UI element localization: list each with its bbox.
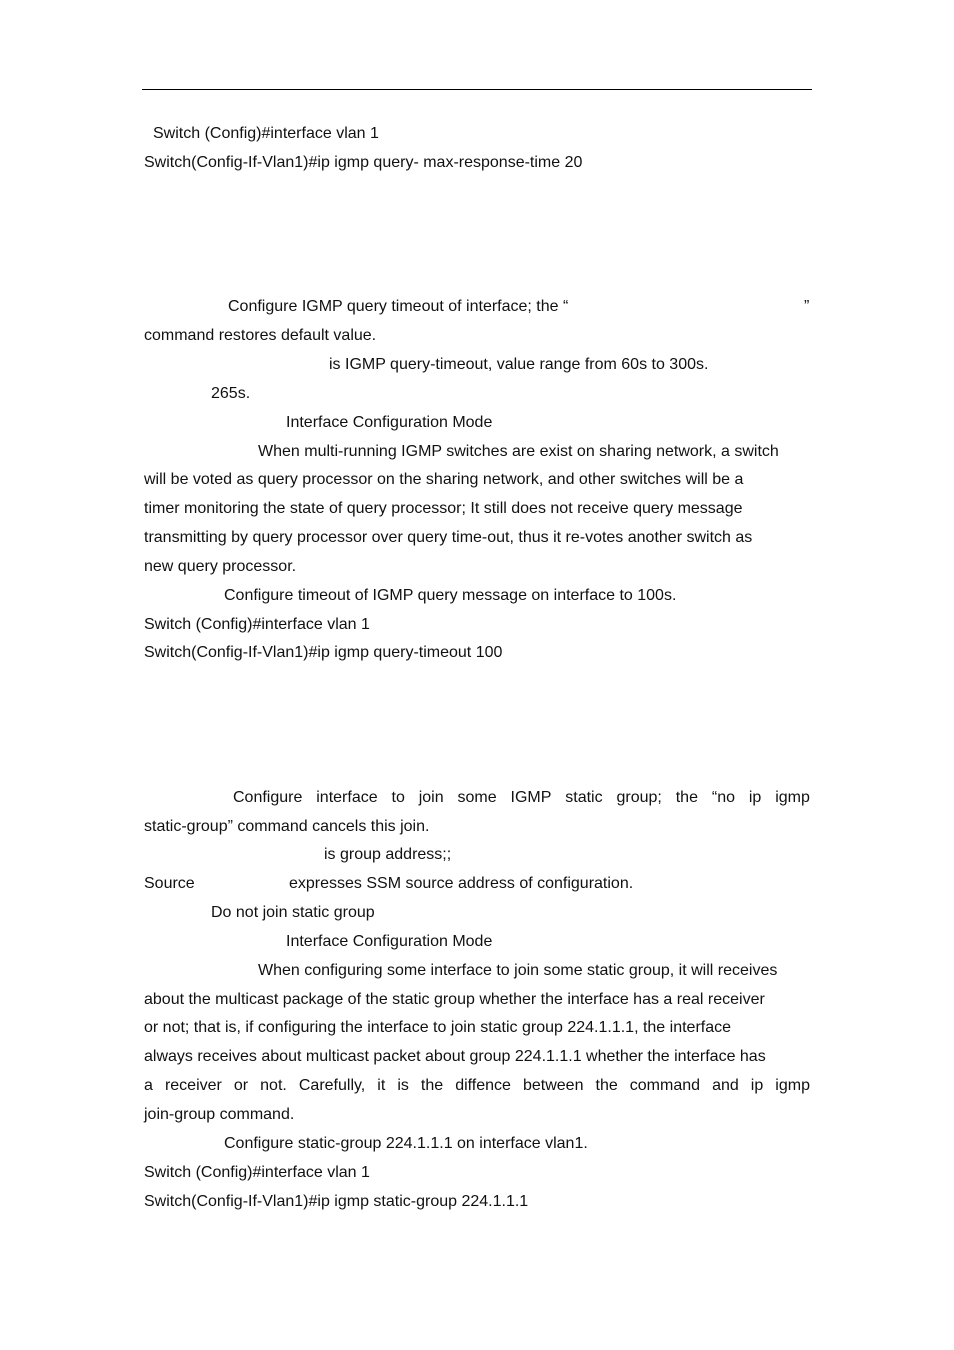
s3-fw-9: “no xyxy=(711,789,735,806)
s3-uw-6: is xyxy=(397,1077,409,1094)
s3-uw-4: Carefully, xyxy=(298,1077,366,1094)
s2-function-line2: command restores default value. xyxy=(144,327,377,344)
s3-fw-6: static xyxy=(565,789,603,806)
s2-default: 265s. xyxy=(211,385,251,402)
s3-uw-2: or xyxy=(233,1077,249,1094)
s3-usage-line4: always receives about multicast packet about group 224.1.1.1 whether the interface has xyxy=(144,1048,766,1065)
s3-fw-1: interface xyxy=(316,789,378,806)
s2-function-line1-end: ” xyxy=(804,298,810,315)
s2-parameter: is IGMP query-timeout, value range from 60s to 300s. xyxy=(329,356,709,373)
s2-usage-line2: will be voted as query processor on the sharing network, and other switches will be a xyxy=(144,471,744,488)
s3-uw-3: not. xyxy=(260,1077,287,1094)
s3-uw-9: between xyxy=(522,1077,584,1094)
s3-mode: Interface Configuration Mode xyxy=(286,933,493,950)
s3-uw-1: receiver xyxy=(164,1077,222,1094)
s2-cmd-example: Switch(Config-If-Vlan1)#ip igmp query-timeout 100 xyxy=(144,644,503,661)
s3-uw-0: a xyxy=(144,1077,153,1094)
s2-cmd-interface: Switch (Config)#interface vlan 1 xyxy=(144,616,370,633)
s1-cmd-example: Switch(Config-If-Vlan1)#ip igmp query- max-response-time 20 xyxy=(144,154,583,171)
s3-uw-8: diffence xyxy=(455,1077,511,1094)
s1-cmd-interface: Switch (Config)#interface vlan 1 xyxy=(153,125,379,142)
s3-fw-3: join xyxy=(418,789,444,806)
s3-parameter2: expresses SSM source address of configuration. xyxy=(289,875,634,892)
s3-fw-11: igmp xyxy=(775,789,810,806)
s3-uw-14: igmp xyxy=(775,1077,810,1094)
s2-usage-line5: new query processor. xyxy=(144,558,297,575)
s3-fw-2: to xyxy=(391,789,405,806)
s3-parameter2-label: Source xyxy=(144,875,195,892)
s3-cmd-interface: Switch (Config)#interface vlan 1 xyxy=(144,1164,370,1181)
s3-fw-0: Configure xyxy=(233,789,303,806)
s2-mode: Interface Configuration Mode xyxy=(286,414,493,431)
s3-fw-8: the xyxy=(675,789,698,806)
s3-parameter1: is group address;; xyxy=(324,846,452,863)
s3-usage-line6: join-group command. xyxy=(144,1106,295,1123)
s3-uw-13: ip xyxy=(750,1077,764,1094)
s3-uw-7: the xyxy=(420,1077,444,1094)
s3-uw-12: and xyxy=(712,1077,739,1094)
header-rule xyxy=(142,89,812,90)
s3-example-desc: Configure static-group 224.1.1.1 on interface vlan1. xyxy=(224,1135,588,1152)
s2-example-desc: Configure timeout of IGMP query message on interface to 100s. xyxy=(224,587,677,604)
s2-usage-line4: transmitting by query processor over query time-out, thus it re-votes another switch as xyxy=(144,529,753,546)
s3-fw-7: group; xyxy=(616,789,662,806)
s3-usage-line5 xyxy=(144,1076,810,1096)
s2-function-line1: Configure IGMP query timeout of interface; the “ xyxy=(228,298,569,315)
s3-cmd-example: Switch(Config-If-Vlan1)#ip igmp static-group 224.1.1.1 xyxy=(144,1193,529,1210)
s2-usage-line3: timer monitoring the state of query processor; It still does not receive query message xyxy=(144,500,743,517)
s3-fw-10: ip xyxy=(748,789,762,806)
s3-usage-line2: about the multicast package of the static group whether the interface has a real receiver xyxy=(144,991,765,1008)
s3-default: Do not join static group xyxy=(211,904,375,921)
s3-fw-5: IGMP xyxy=(510,789,552,806)
s2-usage-line1: When multi-running IGMP switches are exist on sharing network, a switch xyxy=(258,443,779,460)
s3-uw-10: the xyxy=(595,1077,618,1094)
s3-uw-5: it xyxy=(377,1077,386,1094)
s3-fw-4: some xyxy=(457,789,497,806)
s3-usage-line1: When configuring some interface to join some static group, it will receives xyxy=(258,962,778,979)
s3-usage-line3: or not; that is, if configuring the interface to join static group 224.1.1.1, the interface xyxy=(144,1019,732,1036)
s3-uw-11: command xyxy=(629,1077,701,1094)
s3-function-line2: static-group” command cancels this join. xyxy=(144,818,430,835)
s3-function-line1 xyxy=(233,788,810,808)
